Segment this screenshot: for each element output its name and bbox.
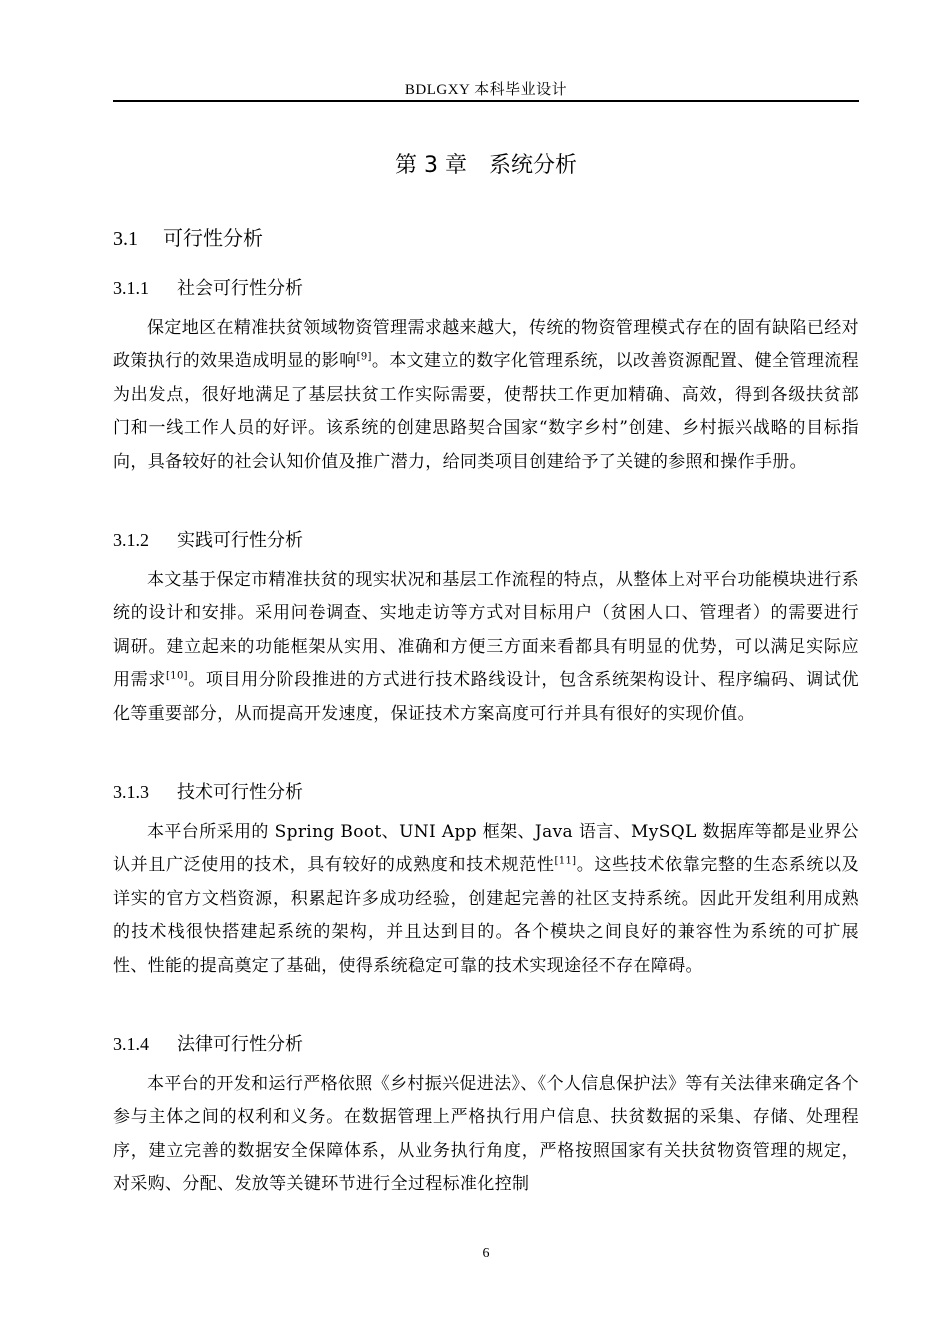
page-header: BDLGXY 本科毕业设计 [404, 82, 568, 98]
subsection-number: 3.1.4 [113, 1034, 149, 1054]
paragraph-text: 本平台的开发和运行严格依照《乡村振兴促进法》、《个人信息保护法》等有关法律来确定各个参与主体之间的权利和义务。在数据管理上严格执行用户信息、扶贫数据的采集、存储、处理程序，建立完善的数据安全保障体系，从业务执行角度，严格按照国家有关扶贫物资管理的规定，对采购、分配、发放等关键环节进行全过程标准化控制 [113, 1074, 859, 1195]
paragraph-technical-feasibility [113, 816, 859, 983]
subsection-number: 3.1.3 [113, 782, 149, 802]
paragraph-legal-feasibility [113, 1068, 859, 1202]
section-heading-3-1 [113, 222, 263, 251]
subsection-heading-3-1-4 [113, 1030, 303, 1056]
subsection-number: 3.1.2 [113, 530, 149, 550]
header-rule [113, 100, 859, 102]
paragraph-text: 。这些技术依靠完整的生态系统以及详实的官方文档资源，积累起许多成功经验，创建起完善的社区支持系统。因此开发组利用成熟的技术栈很快搭建起系统的架构，并且达到目的。各个模块之间良好的兼容性为系统的可扩展性、性能的提高奠定了基础，使得系统稳定可靠的技术实现途径不存在障碍。 [113, 855, 859, 976]
paragraph-text: 本文基于保定市精准扶贫的现实状况和基层工作流程的特点，从整体上对平台功能模块进行系统的设计和安排。采用问卷调查、实地走访等方式对目标用户（贫困人口、管理者）的需要进行调研。建立起来的功能框架从实用、准确和方便三方面来看都具有明显的优势，可以满足实际应用需求 [113, 570, 859, 691]
paragraph-social-feasibility [113, 312, 859, 479]
paragraph-text: 保定地区在精准扶贫领域物资管理需求越来越大，传统的物资管理模式存在的固有缺陷已经对政策执行的效果造成明显的影响 [113, 318, 859, 372]
subsection-heading-3-1-2 [113, 526, 303, 552]
subsection-heading-3-1-1 [113, 274, 303, 300]
chapter-title [113, 148, 859, 179]
section-title: 可行性分析 [163, 226, 263, 250]
paragraph-text: 本平台所采用的 Spring Boot、UNI App 框架、Java 语言、MySQL 数据库等都是业界公认并且广泛使用的技术，具有较好的成熟度和技术规范性 [113, 822, 859, 876]
chapter-name: 系统分析 [488, 153, 577, 178]
subsection-title: 技术可行性分析 [177, 782, 303, 803]
citation-ref: [10] [165, 670, 188, 682]
paragraph-practical-feasibility [113, 564, 859, 731]
subsection-title: 社会可行性分析 [177, 278, 303, 299]
subsection-number: 3.1.1 [113, 278, 149, 298]
paragraph-text: 。本文建立的数字化管理系统，以改善资源配置、健全管理流程为出发点，很好地满足了基层扶贫工作实际需要，使帮扶工作更加精确、高效，得到各级扶贫部门和一线工作人员的好评。该系统的创建思路契合国家“数字乡村”创建、乡村振兴战略的目标指向，具备较好的社会认知价值及推广潜力，给同类项目创建给予了关键的参照和操作手册。 [113, 351, 859, 472]
subsection-title: 法律可行性分析 [177, 1034, 303, 1055]
section-number: 3.1 [113, 228, 138, 250]
paragraph-text: 。项目用分阶段推进的方式进行技术路线设计，包含系统架构设计、程序编码、调试优化等重要部分，从而提高开发速度，保证技术方案高度可行并具有很好的实现价值。 [113, 670, 859, 724]
citation-ref: [9] [356, 351, 372, 363]
chapter-number: 第 3 章 [395, 153, 467, 178]
subsection-heading-3-1-3 [113, 778, 303, 804]
citation-ref: [11] [554, 855, 577, 867]
page-number: 6 [482, 1246, 490, 1261]
subsection-title: 实践可行性分析 [177, 530, 303, 551]
